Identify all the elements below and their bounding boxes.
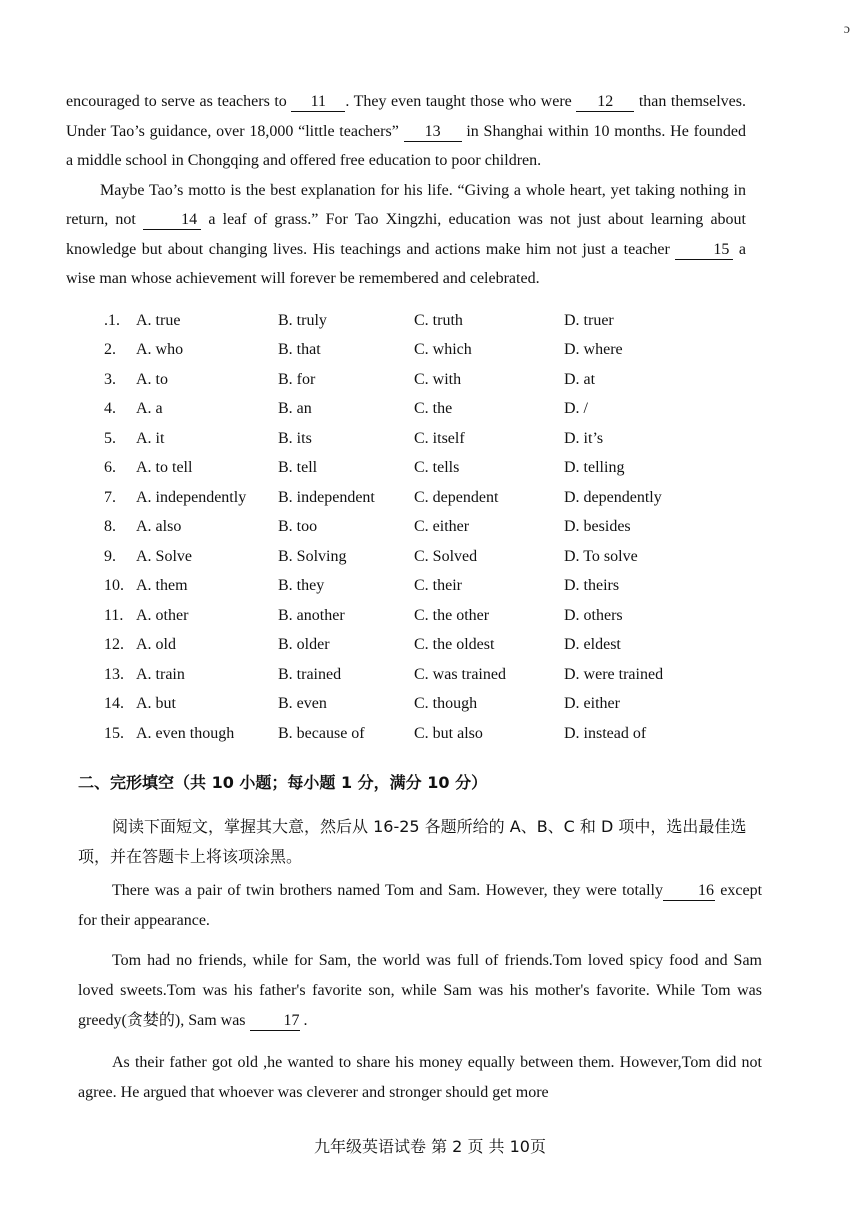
question-number: 2. xyxy=(104,341,116,359)
option-b: B. they xyxy=(278,577,325,595)
option-c: C. the other xyxy=(414,606,490,624)
question-number: 9. xyxy=(104,547,116,565)
option-b: B. truly xyxy=(278,311,327,329)
option-d: D. eldest xyxy=(564,636,621,654)
option-d: D. theirs xyxy=(564,577,620,595)
question-number: .1. xyxy=(104,311,120,329)
option-c: C. truth xyxy=(414,311,463,329)
option-b: B. its xyxy=(278,429,312,447)
option-b: B. even xyxy=(278,695,327,713)
question-number: 4. xyxy=(104,400,116,418)
question-number: 7. xyxy=(104,488,116,506)
blank-15: 15 xyxy=(675,241,733,260)
section-2-title: 二、完形填空（共 10 小题；每小题 1 分，满分 10 分） xyxy=(78,773,488,792)
option-a: A. independently xyxy=(136,488,247,506)
option-b: B. for xyxy=(278,370,316,388)
option-c: C. Solved xyxy=(414,547,478,565)
option-c: C. but also xyxy=(414,724,483,742)
option-b: B. another xyxy=(278,606,345,624)
option-d: D. telling xyxy=(564,459,625,477)
question-row xyxy=(104,631,704,661)
question-row xyxy=(104,572,704,602)
option-a: A. to tell xyxy=(136,459,193,477)
option-d: D. were trained xyxy=(564,665,664,683)
option-c: C. which xyxy=(414,341,472,359)
question-row xyxy=(104,601,704,631)
paragraph-2: Maybe Tao’s motto is the best explanation for his life. “Giving a whole heart, yet taking nothing in return, not 14 a leaf of grass.” For Tao Xingzhi, education was not just about learning about knowledge but about changing lives. His teachings and actions make him not just a teacher 15 a wise man whose achievement will forever be remembered and celebrated. xyxy=(66,181,746,287)
question-row xyxy=(104,395,704,425)
question-row xyxy=(104,336,704,366)
option-a: A. Solve xyxy=(136,547,192,565)
option-b: B. tell xyxy=(278,459,318,477)
question-number: 11. xyxy=(104,606,124,624)
page-footer: 九年级英语试卷 第 2 页 共 10页 xyxy=(314,1137,546,1156)
question-row xyxy=(104,365,704,395)
option-d: D. To solve xyxy=(564,547,638,565)
option-a: A. train xyxy=(136,665,185,683)
question-row xyxy=(104,660,704,690)
option-b: B. an xyxy=(278,400,312,418)
option-a: A. even though xyxy=(136,724,235,742)
option-a: A. other xyxy=(136,606,189,624)
section-2-instructions: 阅读下面短文，掌握其大意，然后从 16-25 各题所给的 A、B、C 和 D 项中，选出最佳选项，并在答题卡上将该项涂黑。 xyxy=(78,817,747,866)
page-corner-mark: ɔ xyxy=(843,22,850,37)
option-a: A. also xyxy=(136,518,182,536)
question-row xyxy=(104,306,704,336)
option-d: D. / xyxy=(564,400,588,418)
blank-16: 16 xyxy=(663,882,715,901)
passage-2-para-1: There was a pair of twin brothers named Tom and Sam. However, they were totally 16 except for their appearance. xyxy=(78,882,763,929)
option-a: A. but xyxy=(136,695,176,713)
question-number: 12. xyxy=(104,636,124,654)
option-c: C. was trained xyxy=(414,665,506,683)
option-d: D. instead of xyxy=(564,724,647,742)
option-b: B. independent xyxy=(278,488,375,506)
option-c: C. the xyxy=(414,400,453,418)
passage-2-para-2: Tom had no friends, while for Sam, the world was full of friends.Tom loved spicy food and Sam loved sweets.Tom was his father's favorite son, while Sam was his mother's favorite. While Tom was greedy(贪婪的), Sam was 17 . xyxy=(78,952,762,1029)
question-row xyxy=(104,513,704,543)
passage-part1 xyxy=(66,87,746,294)
blank-11: 11 xyxy=(291,93,345,112)
question-row xyxy=(104,690,704,720)
option-c: C. the oldest xyxy=(414,636,495,654)
passage-2-para-3: As their father got old ,he wanted to share his money equally between them. However,Tom did not agree. He argued that whoever was cleverer and stronger should get more xyxy=(78,1054,762,1101)
question-row xyxy=(104,719,704,749)
options-list xyxy=(104,306,704,749)
option-a: A. them xyxy=(136,577,188,595)
option-d: D. it’s xyxy=(564,429,604,447)
option-a: A. a xyxy=(136,400,163,418)
option-a: A. true xyxy=(136,311,181,329)
blank-17: 17 xyxy=(250,1012,300,1031)
blank-13: 13 xyxy=(404,123,462,142)
option-c: C. though xyxy=(414,695,478,713)
question-number: 5. xyxy=(104,429,116,447)
option-b: B. Solving xyxy=(278,547,347,565)
question-number: 14. xyxy=(104,695,124,713)
option-a: A. old xyxy=(136,636,176,654)
option-a: A. to xyxy=(136,370,168,388)
option-c: C. dependent xyxy=(414,488,499,506)
question-number: 13. xyxy=(104,665,124,683)
option-d: D. at xyxy=(564,370,596,388)
question-number: 8. xyxy=(104,518,116,536)
option-b: B. too xyxy=(278,518,318,536)
question-number: 15. xyxy=(104,724,124,742)
question-number: 3. xyxy=(104,370,116,388)
option-c: C. with xyxy=(414,370,462,388)
option-d: D. dependently xyxy=(564,488,662,506)
option-d: D. truer xyxy=(564,311,614,329)
option-c: C. either xyxy=(414,518,470,536)
option-d: D. where xyxy=(564,341,623,359)
question-number: 10. xyxy=(104,577,124,595)
option-b: B. trained xyxy=(278,665,342,683)
option-a: A. who xyxy=(136,341,184,359)
option-d: D. besides xyxy=(564,518,631,536)
question-row xyxy=(104,542,704,572)
question-number: 6. xyxy=(104,459,116,477)
question-row xyxy=(104,424,704,454)
option-b: B. because of xyxy=(278,724,365,742)
blank-14: 14 xyxy=(143,211,201,230)
option-b: B. older xyxy=(278,636,330,654)
question-row xyxy=(104,483,704,513)
option-d: D. others xyxy=(564,606,623,624)
option-a: A. it xyxy=(136,429,165,447)
option-b: B. that xyxy=(278,341,321,359)
option-c: C. their xyxy=(414,577,462,595)
option-c: C. tells xyxy=(414,459,460,477)
paragraph-1: encouraged to serve as teachers to 11 . They even taught those who were 12 than themselves. Under Tao’s guidance, over 18,000 “little teachers” 13 in Shanghai within 10 months. He founded a middle school in Chongqing and offered free education to poor children. xyxy=(66,93,747,169)
option-c: C. itself xyxy=(414,429,465,447)
blank-12: 12 xyxy=(576,93,634,112)
option-d: D. either xyxy=(564,695,620,713)
question-row xyxy=(104,454,704,484)
